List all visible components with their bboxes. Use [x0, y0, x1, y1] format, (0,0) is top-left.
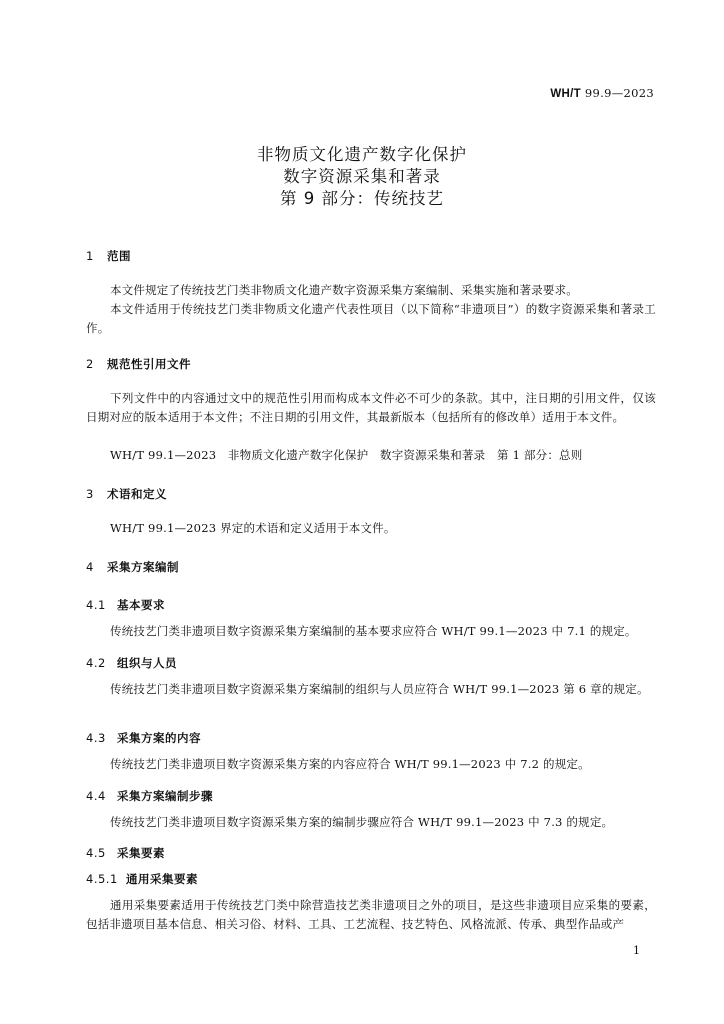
references-paragraph-1: 下列文件中的内容通过文中的规范性引用而构成本文件必不可少的条款。其中，注日期的引用文件，仅该日期对应的版本适用于本文件；不注日期的引用文件，其最新版本（包括所有的修改单）适用于本文件。 — [86, 391, 656, 424]
title-line-2: 数字资源采集和著录 — [283, 167, 441, 186]
heading-general-elements — [86, 871, 198, 887]
heading-text: 采集方案编制步骤 — [117, 789, 213, 803]
page-number: 1 — [633, 944, 640, 957]
heading-number: 4.4 — [86, 789, 106, 803]
general-elements-paragraph: 通用采集要素适用于传统技艺门类中除营造技艺类非遗项目之外的项目，是这些非遗项目应采集的要素，包括非遗项目基本信息、相关习俗、材料、工具、工艺流程、技艺特色、风格流派、传承、典型作品或产 — [86, 898, 656, 931]
heading-scheme-content — [86, 730, 201, 746]
heading-number: 4 — [86, 560, 94, 574]
heading-terms-definitions — [86, 486, 167, 502]
heading-organization-personnel — [86, 655, 177, 671]
heading-text: 采集方案的内容 — [117, 731, 201, 745]
title-line-1: 非物质文化遗产数字化保护 — [257, 145, 467, 164]
organization-personnel-paragraph: 传统技艺门类非遗项目数字资源采集方案编制的组织与人员应符合 WH/T 99.1—2023 第 6 章的规定。 — [110, 682, 649, 696]
heading-text: 采集要素 — [117, 846, 165, 860]
heading-number: 2 — [86, 357, 94, 371]
scope-paragraph-2: 本文件适用于传统技艺门类非物质文化遗产代表性项目（以下简称“非遗项目”）的数字资源采集和著录工作。 — [86, 302, 656, 335]
heading-number: 4.5.1 — [86, 872, 118, 886]
heading-collection-elements — [86, 845, 165, 861]
heading-text: 通用采集要素 — [126, 872, 198, 886]
heading-number: 4.2 — [86, 656, 106, 670]
references-item-1: WH/T 99.1—2023 非物质文化遗产数字化保护 数字资源采集和著录 第 1 部分：总则 — [110, 448, 583, 462]
standard-code — [550, 86, 654, 100]
heading-number: 1 — [86, 249, 94, 263]
standard-code-number: 99.9—2023 — [580, 86, 654, 100]
heading-normative-references — [86, 356, 191, 372]
scope-paragraph-1: 本文件规定了传统技艺门类非物质文化遗产数字资源采集方案编制、采集实施和著录要求。 — [110, 283, 578, 297]
scheme-steps-paragraph: 传统技艺门类非遗项目数字资源采集方案的编制步骤应符合 WH/T 99.1—2023 中 7.3 的规定。 — [110, 815, 614, 829]
heading-text: 组织与人员 — [117, 656, 177, 670]
heading-scheme-steps — [86, 788, 213, 804]
heading-scheme-preparation — [86, 559, 179, 575]
heading-number: 3 — [86, 487, 94, 501]
standard-code-prefix: WH/T — [550, 88, 581, 100]
heading-number: 4.5 — [86, 846, 106, 860]
document-title — [0, 144, 724, 210]
heading-scope — [86, 248, 131, 264]
heading-text: 术语和定义 — [107, 487, 167, 501]
terms-paragraph-1: WH/T 99.1—2023 界定的术语和定义适用于本文件。 — [110, 521, 396, 535]
heading-basic-requirements — [86, 597, 165, 613]
heading-number: 4.3 — [86, 731, 106, 745]
basic-requirements-paragraph: 传统技艺门类非遗项目数字资源采集方案编制的基本要求应符合 WH/T 99.1—2023 中 7.1 的规定。 — [110, 624, 637, 638]
heading-text: 基本要求 — [117, 598, 165, 612]
scheme-content-paragraph: 传统技艺门类非遗项目数字资源采集方案的内容应符合 WH/T 99.1—2023 中 7.2 的规定。 — [110, 757, 590, 771]
heading-text: 规范性引用文件 — [107, 357, 191, 371]
title-line-3: 第 9 部分：传统技艺 — [280, 189, 444, 208]
heading-text: 范围 — [107, 249, 131, 263]
heading-text: 采集方案编制 — [107, 560, 179, 574]
heading-number: 4.1 — [86, 598, 106, 612]
